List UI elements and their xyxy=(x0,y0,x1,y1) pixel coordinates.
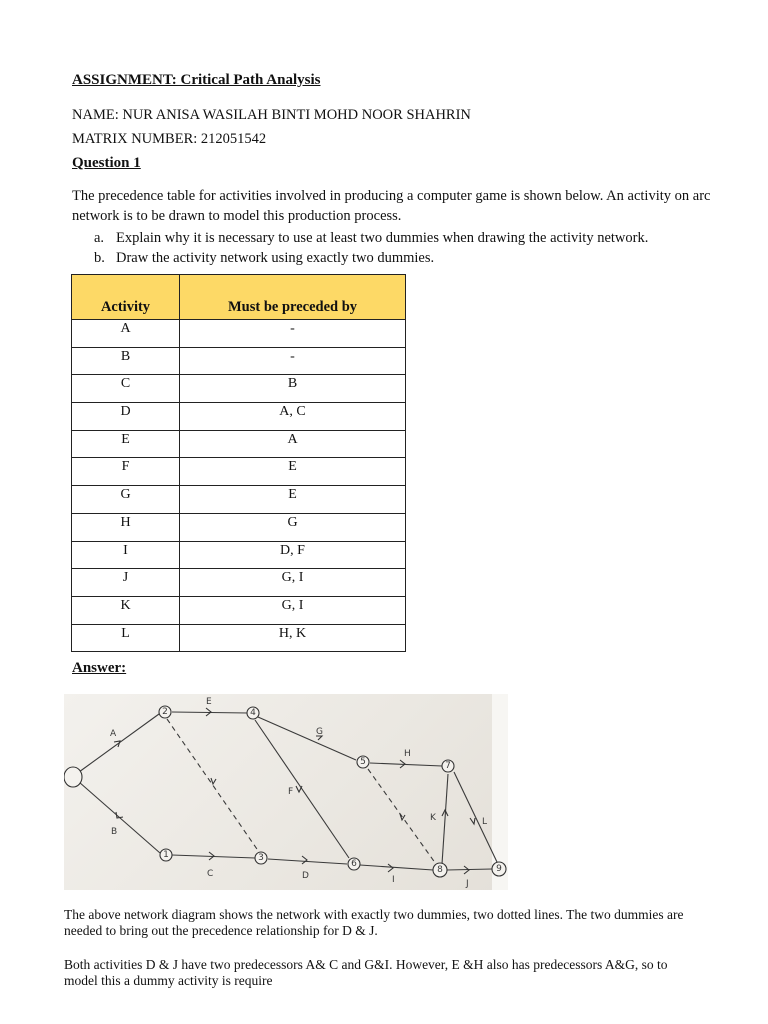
node-label: 8 xyxy=(437,865,443,875)
paper-edge xyxy=(492,694,508,890)
table-cell: G, I xyxy=(180,596,406,624)
table-header-row xyxy=(72,275,406,320)
question-intro: The precedence table for activities involved in producing a computer game is shown below. An activity on arc network is to be drawn to model this production process. xyxy=(72,188,711,224)
arc-f xyxy=(255,720,349,858)
answer-paragraph-1: The above network diagram shows the network with exactly two dummies, two dotted lines. The two dummies are needed to bring out the precedence relationship for D & J. xyxy=(64,907,684,938)
table-cell: G, I xyxy=(180,569,406,597)
arrowhead-l xyxy=(470,818,475,824)
table-row xyxy=(72,403,406,431)
node-label: 9 xyxy=(496,864,502,874)
table-row xyxy=(72,541,406,569)
subitem-a xyxy=(94,228,648,248)
arc-i xyxy=(360,865,433,870)
question-heading: Question 1 xyxy=(72,155,141,171)
node-label: 7 xyxy=(445,761,451,771)
activity-label: E xyxy=(206,697,212,707)
answer-paragraph-2: Both activities D & J have two predecessors A& C and G&I. However, E &H also has predecessors A&G, so to model this a dummy activity is require xyxy=(64,957,668,988)
arrowhead-f xyxy=(296,786,302,792)
dummy-arc-2 xyxy=(368,769,436,864)
table-row xyxy=(72,486,406,514)
node-label: 5 xyxy=(360,757,366,767)
table-row xyxy=(72,513,406,541)
activity-label: B xyxy=(111,827,118,837)
table-cell: - xyxy=(180,347,406,375)
activity-label: D xyxy=(302,871,309,881)
arrowhead-i xyxy=(388,864,393,872)
table-row xyxy=(72,569,406,597)
activity-label: L xyxy=(482,817,488,827)
network-diagram xyxy=(64,694,508,890)
assignment-title: ASSIGNMENT: Critical Path Analysis xyxy=(72,72,321,88)
arrowhead-d xyxy=(302,856,307,864)
network-diagram-photo xyxy=(64,694,508,890)
arc-k xyxy=(442,774,448,864)
activity-label: H xyxy=(404,749,411,759)
arrowhead-b xyxy=(116,812,123,818)
subitem-text: Draw the activity network using exactly two dummies. xyxy=(116,250,435,266)
table-cell: H, K xyxy=(180,624,406,652)
table-header-preceded: Must be preceded by xyxy=(180,275,406,320)
table-cell: K xyxy=(72,596,180,624)
table-cell: H xyxy=(72,513,180,541)
activity-label: K xyxy=(430,813,436,823)
arrowhead-dummy-2 xyxy=(400,814,405,820)
table-cell: E xyxy=(180,458,406,486)
table-cell: J xyxy=(72,569,180,597)
table-row xyxy=(72,458,406,486)
subitem-label: b. xyxy=(94,250,105,266)
table-cell: B xyxy=(72,347,180,375)
activity-label: J xyxy=(466,879,469,889)
node-label: 3 xyxy=(258,853,264,863)
table-cell: E xyxy=(180,486,406,514)
table-cell: - xyxy=(180,320,406,348)
table-cell: A xyxy=(72,320,180,348)
table-cell: F xyxy=(72,458,180,486)
node-label: 2 xyxy=(162,707,168,717)
table-cell: G xyxy=(180,513,406,541)
table-row xyxy=(72,375,406,403)
table-row xyxy=(72,596,406,624)
subitem-label: a. xyxy=(94,230,105,246)
subitem-b xyxy=(94,248,648,268)
table-cell: G xyxy=(72,486,180,514)
dummy-arc-1 xyxy=(167,719,259,852)
node-start xyxy=(64,767,82,787)
table-row xyxy=(72,624,406,652)
arrowhead-dummy-1 xyxy=(211,778,216,784)
precedence-table xyxy=(71,274,406,652)
subitem-text: Explain why it is necessary to use at least two dummies when drawing the activity network. xyxy=(116,230,649,246)
node-label: 4 xyxy=(250,708,256,718)
arc-g xyxy=(258,717,356,760)
table-cell: B xyxy=(180,375,406,403)
table-cell: I xyxy=(72,541,180,569)
table-cell: C xyxy=(72,375,180,403)
table-cell: L xyxy=(72,624,180,652)
table-cell: E xyxy=(72,430,180,458)
activity-label: C xyxy=(207,869,214,879)
activity-label: A xyxy=(110,729,117,739)
table-header-activity: Activity xyxy=(72,275,180,320)
node-label: 1 xyxy=(163,850,169,860)
activity-label: F xyxy=(288,787,294,797)
table-row xyxy=(72,430,406,458)
question-subitems xyxy=(94,228,648,268)
table-row xyxy=(72,320,406,348)
table-row xyxy=(72,347,406,375)
table-cell: A, C xyxy=(180,403,406,431)
table-cell: A xyxy=(180,430,406,458)
arc-h xyxy=(370,763,442,766)
arc-l xyxy=(454,772,497,862)
table-cell: D xyxy=(72,403,180,431)
table-cell: D, F xyxy=(180,541,406,569)
node-label: 6 xyxy=(351,859,357,869)
activity-label: I xyxy=(392,875,395,885)
matrix-number: MATRIX NUMBER: 212051542 xyxy=(72,131,267,147)
student-name: NAME: NUR ANISA WASILAH BINTI MOHD NOOR SHAHRIN xyxy=(72,107,471,123)
answer-heading: Answer: xyxy=(72,660,127,676)
activity-label: G xyxy=(316,727,323,737)
